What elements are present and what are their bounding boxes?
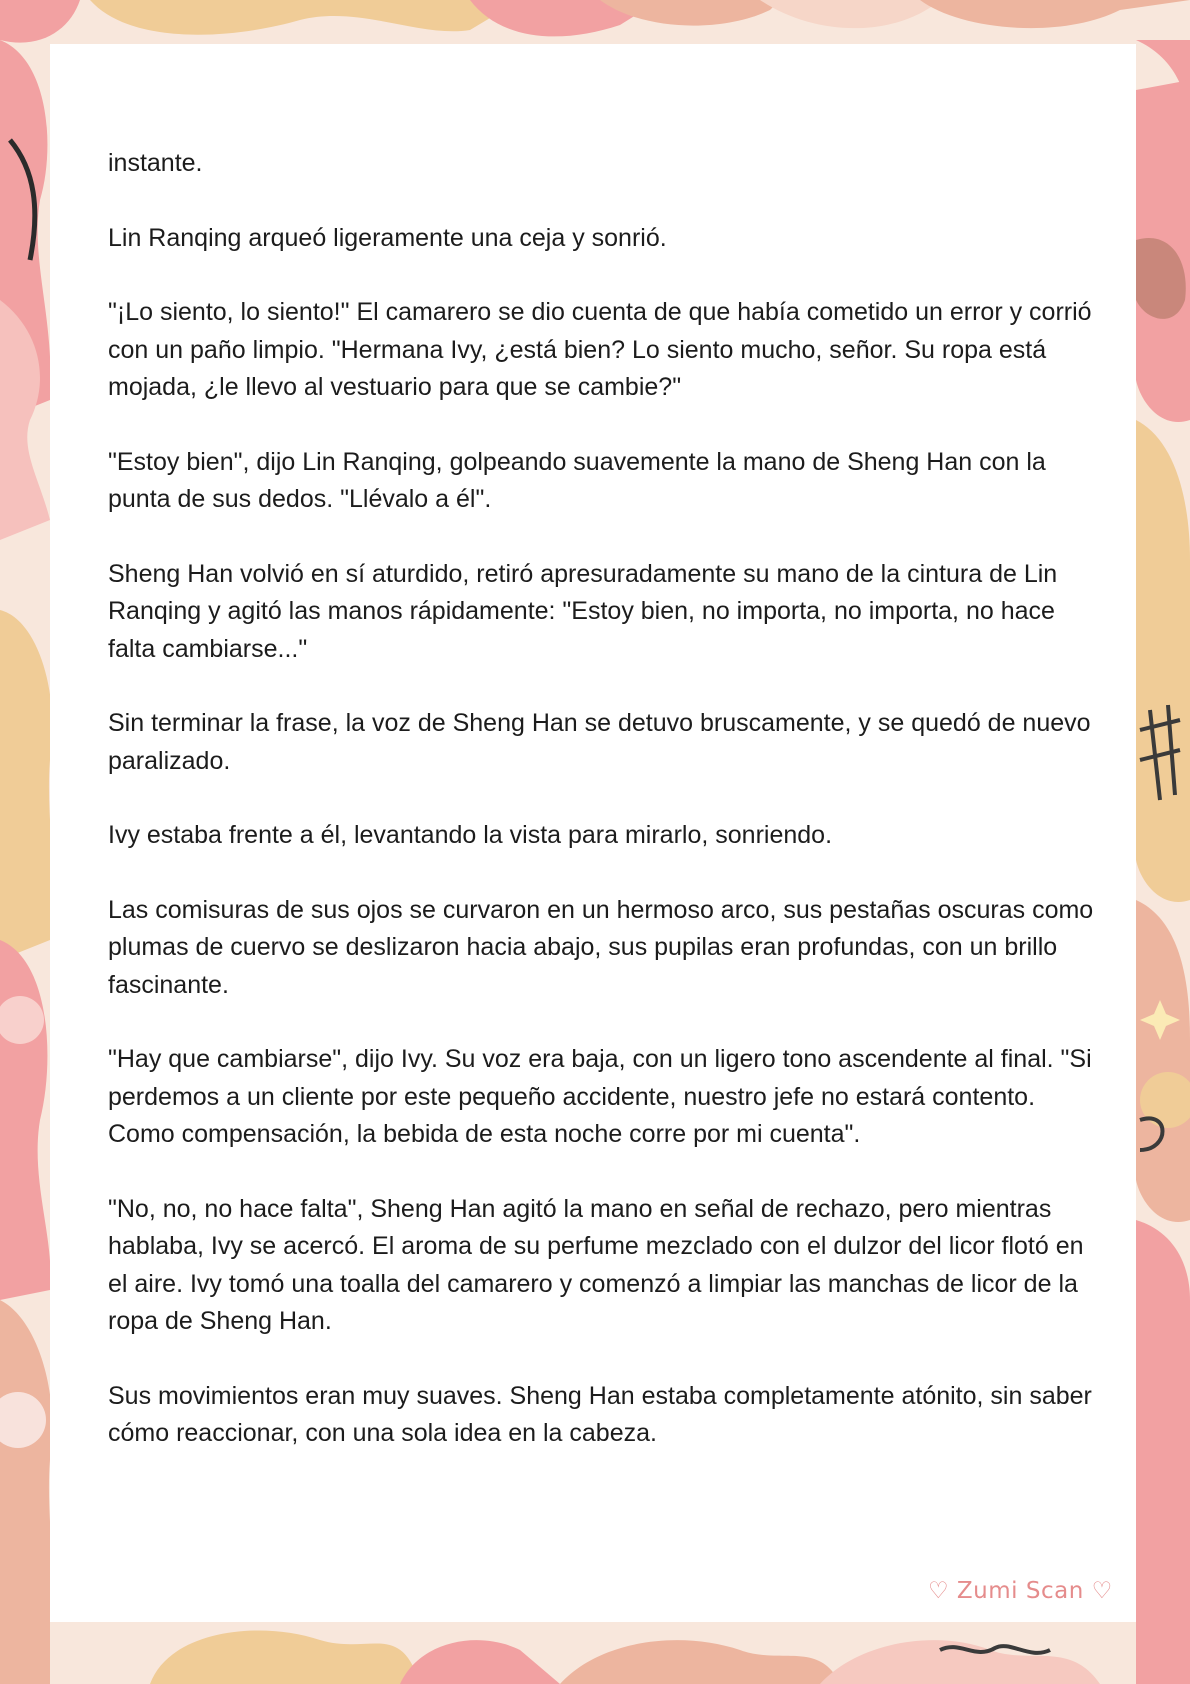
paragraph: Sheng Han volvió en sí aturdido, retiró apresuradamente su mano de la cintura de Lin Ranqing y agitó las manos rápidamente: "Estoy bien, no importa, no importa, no hace falta cambiarse..." [108, 559, 1058, 663]
paragraph: Las comisuras de sus ojos se curvaron en un hermoso arco, sus pestañas oscuras como plumas de cuervo se deslizaron hacia abajo, sus pupilas eran profundas, con un brillo fascinante. [108, 895, 1094, 999]
paragraph: Sin terminar la frase, la voz de Sheng Han se detuvo bruscamente, y se quedó de nuevo paralizado. [108, 709, 1091, 775]
paragraph: Sus movimientos eran muy suaves. Sheng Han estaba completamente atónito, sin saber cómo reaccionar, con una sola idea en la cabeza. [108, 1381, 1092, 1447]
paragraph: Lin Ranqing arqueó ligeramente una ceja y sonrió. [108, 223, 667, 252]
paragraph: instante. [108, 149, 203, 177]
paragraph: "¡Lo siento, lo siento!" El camarero se dio cuenta de que había cometido un error y corrió con un paño limpio. "Hermana Ivy, ¿está bien? Lo siento mucho, señor. Su ropa está mojada, ¿le llevo al vestuario para que se cambie?" [108, 298, 1092, 401]
paragraph: "Hay que cambiarse", dijo Ivy. Su voz era baja, con un ligero tono ascendente al final. "Si perdemos a un cliente por este pequeño accidente, nuestro jefe no estará contento. Como compensación, la bebida de esta noche corre por mi cuenta". [108, 1045, 1092, 1148]
paragraph: "No, no, no hace falta", Sheng Han agitó la mano en señal de rechazo, pero mientras hablaba, Ivy se acercó. El aroma de su perfume mezclado con el dulzor del licor flotó en el aire. Ivy tomó una toalla del camarero y comenzó a limpiar las manchas de licor de la ropa de Sheng Han. [108, 1194, 1084, 1335]
paragraph: "Estoy bien", dijo Lin Ranqing, golpeando suavemente la mano de Sheng Han con la punta de sus dedos. "Llévalo a él". [108, 447, 1046, 513]
paragraph: Ivy estaba frente a él, levantando la vista para mirarlo, sonriendo. [108, 821, 833, 849]
chapter-text [108, 145, 1098, 1490]
scanlator-credit: ♡ Zumi Scan ♡ [928, 1578, 1113, 1604]
